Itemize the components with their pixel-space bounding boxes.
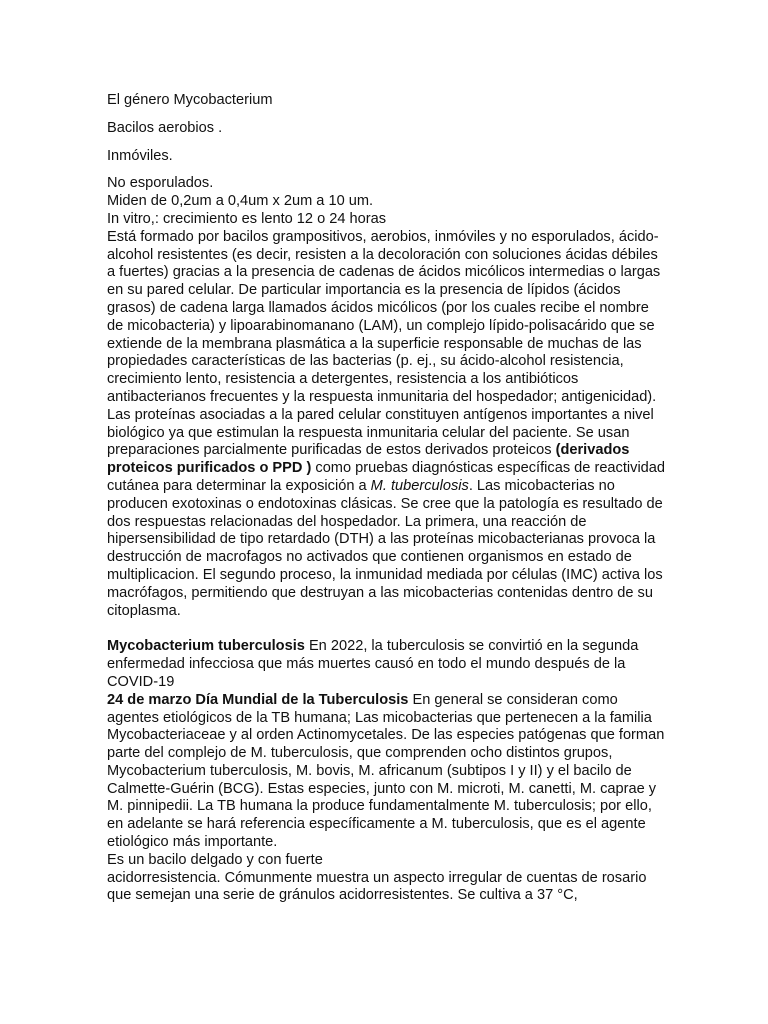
spec-esporulados: No esporulados. (107, 175, 214, 192)
species-italic: M. tuberculosis (370, 477, 469, 494)
spec-tamano: Miden de 0,2um a 0,4um x 2um a 10 um. (107, 193, 374, 210)
bullet-aerobios: Bacilos aerobios . (107, 119, 223, 136)
paragraph-estructura-text-3: . Las micobacterias no producen exotoxinas o endotoxinas clásicas. Se cree que la patología es resultado de dos respuestas relacionadas del hospedador. La primera, una reacción de hipersensibilidad de tipo retardado (DTH) a las proteínas micobacterianas provoca la destrucción de macrofagos no activados que contienen organismos en estado de multiplicacion. El segundo proceso, la inmunidad mediada por células (IMC) activa los macrófagos, permitiendo que destruyan a las micobacterias contenidas dentro de su citoplasma. (107, 477, 663, 619)
paragraph-estructura (107, 229, 667, 621)
ppd-highlight: (derivados proteicos purificados o PPD ) (107, 442, 630, 477)
paragraph-estructura-text-2: como pruebas diagnósticas específicas de reactividad cutánea para determinar la exposición a (107, 460, 666, 494)
specs-block (107, 175, 667, 228)
bacilo-text: acidorresistencia. Cómunmente muestra un aspecto irregular de cuentas de rosario que semejan una serie de gránulos acidorresistentes. Se cultiva a 37 °C, (107, 869, 647, 904)
tuberculosis-heading: Mycobacterium tuberculosis (107, 638, 305, 655)
tuberculosis-text: En 2022, la tuberculosis se convirtió en la segunda enfermedad infecciosa que más muertes causó en todo el mundo después de la COVID-19 (107, 638, 639, 690)
paragraph-estructura-text-1: Está formado por bacilos grampositivos, aerobios, inmóviles y no esporulados, ácido-alcohol resistentes (es decir, resisten a la decoloración con soluciones ácidas débiles a fuertes) gracias a la presencia de cadenas de ácidos micólicos intermedias o largas en su pared celular. De particular importancia es la presencia de lípidos (ácidos grasos) de cadena larga llamados ácidos micólicos (por los cuales recibe el nombre de micobacteria) y lipoarabinomanano (LAM), un complejo lípido-polisacárido que se extiende de la membrana plasmática a la superficie responsable de muchas de las propiedades características de las bacterias (p. ej., su ácido-alcohol resistencia, crecimiento lento, resistencia a detergentes, resistencia a los antibióticos antibacterianos frecuentes y la respuesta inmunitaria del hospedador; antigenicidad). Las proteínas asociadas a la pared celular constituyen antígenos importantes a nivel biológico ya que estimulan la respuesta inmunitaria celular del paciente. Se usan preparaciones parcialmente purificadas de estos derivados proteicos (107, 228, 661, 459)
document-page (107, 92, 667, 905)
document-title: El género Mycobacterium (107, 92, 273, 108)
paragraph-tuberculosis (107, 638, 667, 691)
paragraph-bacilo (107, 852, 667, 905)
dia-mundial-text: En general se consideran como agentes etiológicos de la TB humana; Las micobacterias que pertenecen a la familia Mycobacteriaceae y al orden Actinomycetales. De las especies patógenas que forman parte del complejo de M. tuberculosis, que comprenden ocho distintos grupos, Mycobacterium tuberculosis, M. bovis, M. africanum (subtipos I y II) y el bacilo de Calmette-Guérin (BCG). Estas especies, junto con M. microti, M. canetti, M. caprae y M. pinnipedii. La TB humana la produce fundamentalmente M. tuberculosis; por ello, en adelante se hará referencia específicamente a M. tuberculosis, que es el agente etiológico más importante. (107, 691, 665, 851)
dia-mundial-heading: 24 de marzo Día Mundial de la Tuberculosis (107, 691, 409, 708)
paragraph-dia-mundial (107, 692, 667, 852)
bacilo-line-1: Es un bacilo delgado y con fuerte (107, 851, 323, 868)
spec-crecimiento: In vitro,: crecimiento es lento 12 o 24 horas (107, 210, 387, 227)
bullet-inmoviles: Inmóviles. (107, 147, 173, 164)
